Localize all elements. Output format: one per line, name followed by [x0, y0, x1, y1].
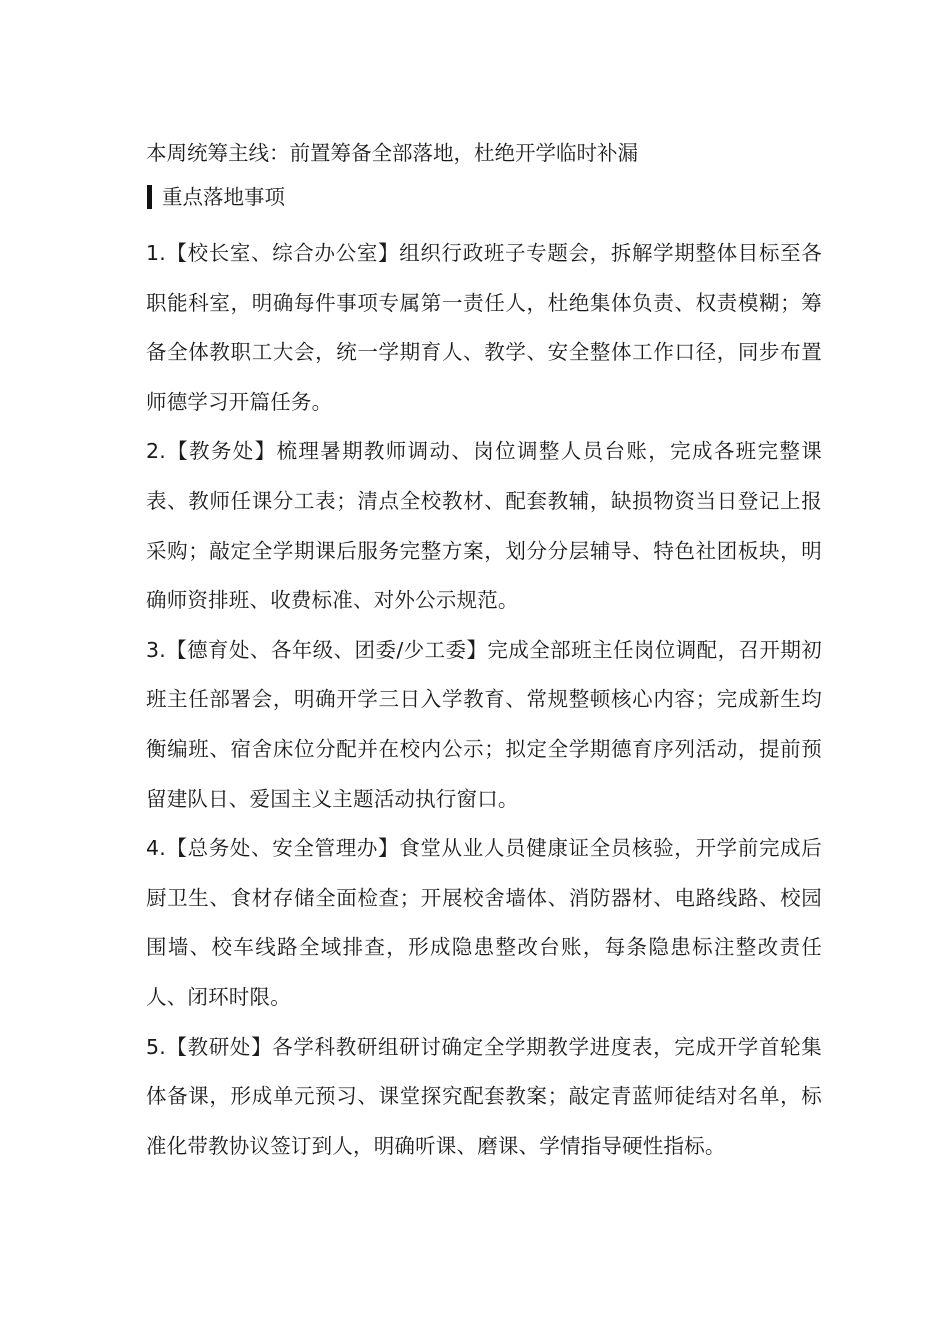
- list-item-4: 4.【总务处、安全管理办】食堂从业人员健康证全员核验，开学前完成后厨卫生、食材存储全面检查；开展校舍墙体、消防器材、电路线路、校园围墙、校车线路全域排查，形成隐患整改台账，每条隐患标注整改责任人、闭环时限。: [146, 836, 822, 1009]
- list-item-1: 1.【校长室、综合办公室】组织行政班子专题会，拆解学期整体目标至各职能科室，明确每件事项专属第一责任人，杜绝集体负责、权责模糊；筹备全体教职工大会，统一学期育人、教学、安全整体工作口径，同步布置师德学习开篇任务。: [146, 241, 822, 414]
- section-heading: [146, 179, 822, 215]
- list-item-5: 5.【教研处】各学科教研组研讨确定全学期教学进度表，完成开学首轮集体备课，形成单元预习、课堂探究配套教案；敲定青蓝师徒结对名单，标准化带教协议签订到人，明确听课、磨课、学情指导硬性指标。: [146, 1034, 822, 1158]
- section-heading-text: 重点落地事项: [162, 185, 285, 209]
- list-item-2: 2.【教务处】梳理暑期教师调动、岗位调整人员台账，完成各班完整课表、教师任课分工表；清点全校教材、配套教辅，缺损物资当日登记上报采购；敲定全学期课后服务完整方案，划分分层辅导、特色社团板块，明确师资排班、收费标准、对外公示规范。: [146, 439, 822, 613]
- heading-bar-icon: [147, 185, 152, 209]
- intro-line: 本周统筹主线：前置筹备全部落地，杜绝开学临时补漏: [146, 141, 638, 165]
- list-item-3: 3.【德育处、各年级、团委/少工委】完成全部班主任岗位调配，召开期初班主任部署会，明确开学三日入学教育、常规整顿核心内容；完成新生均衡编班、宿舍床位分配并在校内公示；拟定全学期德育序列活动，提前预留建队日、爱国主义主题活动执行窗口。: [146, 637, 822, 811]
